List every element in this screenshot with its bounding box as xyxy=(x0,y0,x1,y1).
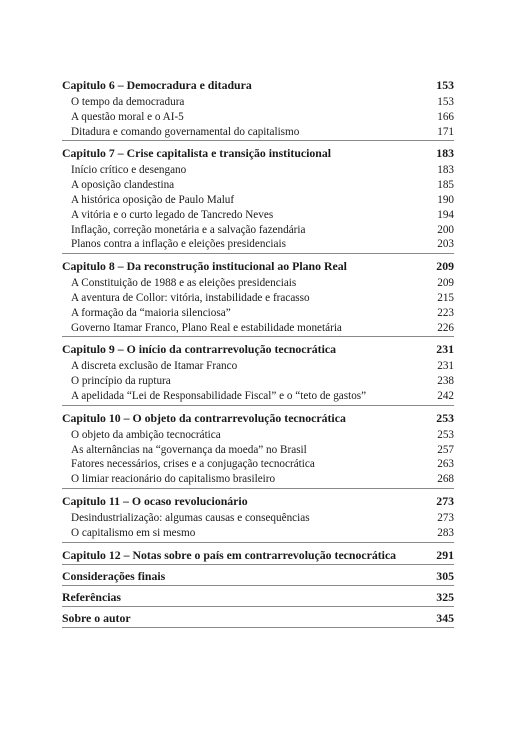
chapter-10 xyxy=(62,409,454,489)
section-title: A histórica oposição de Paulo Maluf xyxy=(71,193,235,206)
chapter-page: 209 xyxy=(436,259,454,274)
section-title: A vitória e o curto legado de Tancredo Neves xyxy=(71,208,274,221)
section-title: A apelidada “Lei de Responsabilidade Fiscal” e o “teto de gastos” xyxy=(71,389,367,402)
section-title: A questão moral e o AI-5 xyxy=(71,110,184,123)
section-row xyxy=(62,321,454,336)
section-page: 273 xyxy=(437,511,454,524)
section-title: Ditadura e comando governamental do capitalismo xyxy=(71,125,300,138)
closing-entry xyxy=(62,546,454,565)
section-row xyxy=(62,526,454,541)
chapter-heading xyxy=(62,340,454,359)
section-row xyxy=(62,359,454,374)
section-page: 203 xyxy=(437,238,454,251)
chapter-page: 253 xyxy=(436,410,454,425)
section-title: As alternâncias na “governança da moeda” no Brasil xyxy=(71,443,307,456)
section-row xyxy=(62,389,454,404)
section-row xyxy=(62,193,454,208)
chapter-heading xyxy=(62,546,454,564)
section-row xyxy=(62,511,454,526)
section-row xyxy=(62,178,454,193)
chapter-page: 183 xyxy=(436,146,454,161)
entry-page: 325 xyxy=(436,589,454,604)
section-page: 153 xyxy=(437,96,454,108)
section-title: O capitalismo em si mesmo xyxy=(71,526,196,539)
section-title: O tempo da democradura xyxy=(71,96,185,108)
section-page: 253 xyxy=(437,428,454,441)
chapter-6 xyxy=(62,76,454,141)
section-page: 268 xyxy=(437,473,454,486)
closing-entry xyxy=(62,609,454,628)
chapter-title: Capitulo 7 – Crise capitalista e transição institucional xyxy=(62,146,332,161)
section-row xyxy=(62,443,454,458)
closing-entry xyxy=(62,588,454,607)
section-page: 190 xyxy=(437,193,454,206)
section-row xyxy=(62,110,454,125)
entry-title: Referências xyxy=(62,589,121,604)
chapter-heading xyxy=(62,567,454,585)
section-row xyxy=(62,223,454,238)
section-title: Planos contra a inflação e eleições presidenciais xyxy=(71,238,286,251)
chapter-title: Capitulo 6 – Democradura e ditadura xyxy=(62,78,252,92)
entry-title: Capitulo 12 – Notas sobre o país em contrarrevolução tecnocrática xyxy=(62,547,397,562)
section-page: 215 xyxy=(437,291,454,304)
entry-page: 345 xyxy=(436,610,454,625)
section-title: O princípio da ruptura xyxy=(71,375,171,388)
section-row xyxy=(62,125,454,140)
section-row xyxy=(62,208,454,223)
chapter-9 xyxy=(62,340,454,405)
section-page: 183 xyxy=(437,164,454,177)
section-row xyxy=(62,428,454,443)
entry-title: Considerações finais xyxy=(62,568,166,583)
section-page: 238 xyxy=(437,375,454,388)
section-row xyxy=(62,95,454,110)
section-row xyxy=(62,374,454,389)
chapter-heading xyxy=(62,257,454,276)
section-page: 242 xyxy=(437,389,454,402)
section-page: 263 xyxy=(437,458,454,471)
chapter-heading xyxy=(62,492,454,511)
section-title: A oposição clandestina xyxy=(71,179,175,192)
section-page: 223 xyxy=(437,306,454,319)
section-title: Fatores necessários, crises e a conjugação tecnocrática xyxy=(71,458,315,471)
section-title: O objeto da ambição tecnocrática xyxy=(71,428,221,441)
chapter-title: Capitulo 8 – Da reconstrução institucional ao Plano Real xyxy=(62,259,347,274)
chapter-8 xyxy=(62,257,454,337)
section-row xyxy=(62,276,454,291)
chapter-heading xyxy=(62,609,454,627)
chapter-title: Capitulo 9 – O início da contrarrevolução tecnocrática xyxy=(62,342,337,357)
section-page: 171 xyxy=(437,125,454,138)
chapter-11 xyxy=(62,492,454,543)
section-row xyxy=(62,306,454,321)
section-page: 194 xyxy=(437,208,454,221)
chapter-7 xyxy=(62,144,454,254)
entry-page: 291 xyxy=(436,547,454,562)
section-page: 231 xyxy=(437,360,454,373)
section-page: 209 xyxy=(437,277,454,290)
section-page: 226 xyxy=(437,321,454,334)
chapter-page: 231 xyxy=(436,342,454,357)
chapter-title: Capitulo 10 – O objeto da contrarrevolução tecnocrática xyxy=(62,410,346,425)
section-row xyxy=(62,163,454,178)
chapter-heading xyxy=(62,588,454,606)
section-row xyxy=(62,457,454,472)
chapter-heading xyxy=(62,409,454,428)
entry-page: 305 xyxy=(436,568,454,583)
section-title: Governo Itamar Franco, Plano Real e estabilidade monetária xyxy=(71,321,342,334)
section-page: 185 xyxy=(437,179,454,192)
section-title: A discreta exclusão de Itamar Franco xyxy=(71,360,238,373)
section-page: 200 xyxy=(437,223,454,236)
section-page: 257 xyxy=(437,443,454,456)
section-title: A formação da “maioria silenciosa” xyxy=(71,306,231,319)
section-page: 166 xyxy=(437,110,454,123)
section-page: 283 xyxy=(437,526,454,539)
section-title: Inflação, correção monetária e a salvação fazendária xyxy=(71,223,306,236)
section-title: Início crítico e desengano xyxy=(71,164,187,177)
section-title: A aventura de Collor: vitória, instabilidade e fracasso xyxy=(71,291,310,304)
chapter-title: Capitulo 11 – O ocaso revolucionário xyxy=(62,493,248,508)
entry-title: Sobre o autor xyxy=(62,610,131,625)
section-title: O limiar reacionário do capitalismo brasileiro xyxy=(71,473,276,486)
section-title: Desindustrialização: algumas causas e consequências xyxy=(71,511,310,524)
table-of-contents xyxy=(62,76,454,630)
section-row xyxy=(62,291,454,306)
chapter-heading xyxy=(62,76,454,95)
section-title: A Constituição de 1988 e as eleições presidenciais xyxy=(71,277,297,290)
closing-entry xyxy=(62,567,454,586)
chapter-heading xyxy=(62,144,454,163)
section-row xyxy=(62,237,454,252)
chapter-page: 273 xyxy=(436,493,454,508)
section-row xyxy=(62,472,454,487)
chapter-page: 153 xyxy=(436,78,454,92)
